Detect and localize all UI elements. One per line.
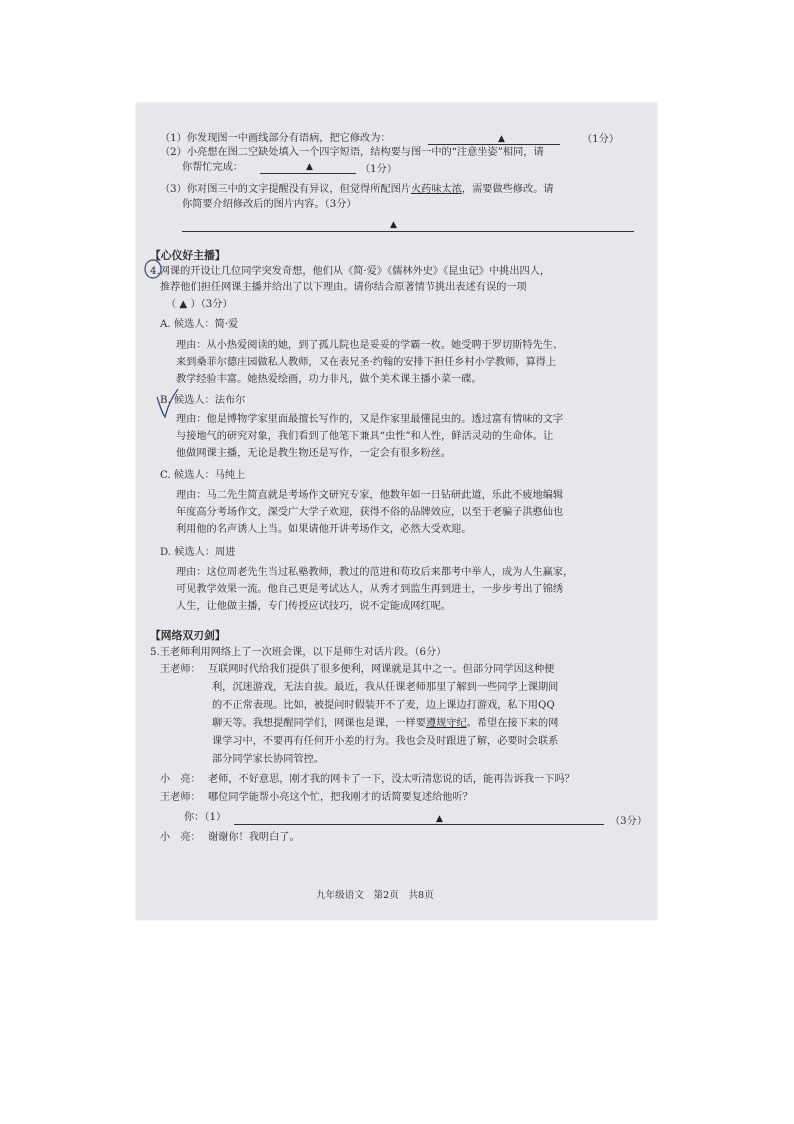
q5-score: （3分） — [610, 816, 648, 827]
option-d-reason-2: 可见教学效果一流。他自己更是考试达人，从秀才到监生再到进士，一步步考出了锦绣 — [176, 584, 564, 595]
dialogue-line: 互联网时代给我们提供了很多便利，网课就是其中之一。但部分同学因这种便 — [208, 664, 555, 675]
pen-circle-mark — [142, 258, 164, 280]
option-b-reason-3: 他做网课主播，无论是教生物还是写作，一定会有很多粉丝。 — [176, 448, 452, 459]
blank-marker: ▲ — [498, 134, 505, 144]
dialogue-line: 哪位同学能帮小亮这个忙，把我刚才的话简要复述给他听？ — [208, 792, 473, 803]
q4-line-a: 4.网课的开设让几位同学突发奇想，他们从《简·爱》《儒林外史》《昆虫记》中挑出四人， — [150, 266, 551, 277]
speaker-label: 你：（1） — [184, 812, 227, 823]
speaker-label: 小 亮： — [160, 832, 201, 843]
blank-marker: ▲ — [436, 814, 443, 824]
answer-blank-3[interactable] — [182, 231, 634, 232]
option-c-label: C. 候选人：马纯上 — [160, 470, 246, 481]
dialogue-line: 的不正常表现。比如，被提问时假装开不了麦，边上课边打游戏，私下用QQ — [212, 700, 555, 711]
dialogue-line: 聊天等。我想提醒同学们，网课也是课，一样要遵规守纪。希望在接下来的网 — [212, 718, 559, 729]
q-sub-2-line-a: （2）小亮想在图二空缺处填入一个四字短语，结构要与图一中的“注意坐姿”相同，请 — [160, 147, 544, 158]
q4-line-b: 推荐他们担任网课主播并给出了以下理由。请你结合原著情节挑出表述有误的一项 — [160, 282, 527, 293]
answer-blank-2[interactable] — [260, 173, 356, 174]
speaker-label: 王老师： — [160, 792, 201, 803]
blank-marker: ▲ — [390, 220, 397, 230]
option-b-label: B. 候选人：法布尔 — [160, 395, 246, 406]
q4-answer-slot: （ ▲ ）（3分） — [166, 299, 233, 310]
q-sub-3-line-b: 你简要介绍修改后的图片内容。（3分） — [182, 199, 357, 210]
dialogue-line: 谢谢你！我明白了。 — [208, 832, 300, 843]
dialogue-line: 利，沉迷游戏，无法自拔。最近，我从任课老师那里了解到一些同学上课期间 — [212, 682, 559, 693]
exam-page — [136, 103, 657, 920]
answer-blank-1[interactable] — [428, 144, 560, 145]
speaker-label: 王老师： — [160, 664, 201, 675]
blank-marker: ▲ — [306, 162, 313, 172]
q-sub-1: （1）你发现图一中画线部分有语病，把它修改为： — [160, 133, 391, 144]
speaker-label: 小 亮： — [160, 774, 201, 785]
page-footer: 九年级语文 第2页 共8页 — [316, 890, 434, 901]
q-sub-3-line-a: （3）你对图三中的文字提醒没有异议，但觉得所配图片火药味太浓，需要做些修改。请 — [160, 184, 554, 195]
q5-stem: 5.王老师利用网络上了一次班会课，以下是师生对话片段。（6分） — [150, 647, 447, 658]
option-a-label: A. 候选人：简·爱 — [160, 319, 239, 330]
option-a-reason-3: 教学经验丰富。她热爱绘画，功力非凡，做个美术课主播小菜一碟。 — [176, 374, 482, 385]
section-title-anchors: 【心仪好主播】 — [150, 249, 226, 262]
q-sub-1-score: （1分） — [582, 134, 620, 145]
option-c-reason-3: 利用他的名声诱人上当。如果请他开讲考场作文，必然大受欢迎。 — [176, 524, 472, 535]
option-c-reason-2: 年度高分考场作文，深受广大学子欢迎，获得不俗的品牌效应，以至于老骗子洪憨仙也 — [176, 507, 564, 518]
option-b-reason-1: 理由：他是博物学家里面最擅长写作的，又是作家里最懂昆虫的。透过富有情味的文字 — [176, 414, 564, 425]
answer-blank-q5[interactable] — [234, 824, 604, 825]
q-sub-2-score: （1分） — [360, 164, 398, 175]
section-title-network: 【网络双刃剑】 — [150, 629, 226, 642]
option-b-reason-2: 与接地气的研究对象，我们看到了他笔下兼具“虫性”和人性，鲜活灵动的生命体。让 — [176, 431, 554, 442]
option-d-label: D. 候选人：周进 — [160, 547, 236, 558]
option-c-reason-1: 理由：马二先生简直就是考场作文研究专家，他数年如一日钻研此道，乐此不疲地编辑 — [176, 490, 564, 501]
q-sub-2-line-b: 你帮忙完成： — [182, 162, 244, 173]
dialogue-line: 老师，不好意思，刚才我的网卡了一下，没太听清您说的话，能再告诉我一下吗？ — [208, 774, 575, 785]
option-a-reason-1: 理由：从小热爱阅读的她，到了孤儿院也是妥妥的学霸一枚。她受聘于罗切斯特先生、 — [176, 340, 564, 351]
option-d-reason-3: 人生，让他做主播，专门传授应试技巧，说不定能成网红呢。 — [176, 601, 452, 612]
dialogue-line: 课学习中，不要再有任何开小差的行为。我也会及时跟进了解，必要时会联系 — [212, 736, 559, 747]
dialogue-line: 部分同学家长协同管控。 — [212, 754, 325, 765]
option-a-reason-2: 来到桑菲尔德庄园做私人教师，又在表兄圣·约翰的安排下担任乡村小学教师，算得上 — [176, 357, 557, 368]
option-d-reason-1: 理由：这位周老先生当过私塾教师，教过的范进和荀玫后来都考中举人，成为人生赢家， — [176, 567, 574, 578]
